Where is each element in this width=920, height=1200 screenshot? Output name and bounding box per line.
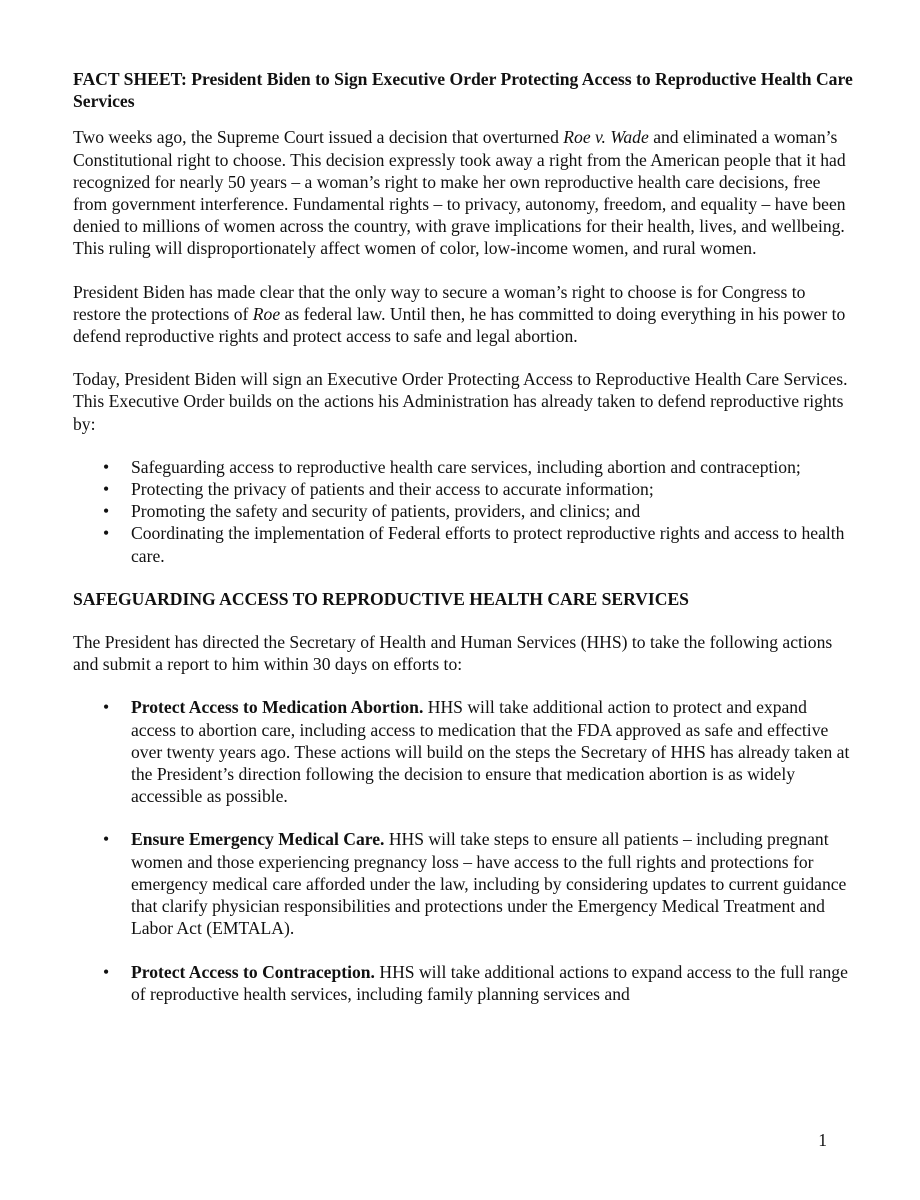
bullet-icon: • [103,829,110,850]
intro-text-before: Two weeks ago, the Supreme Court issued a decision that overturned [73,127,564,148]
bullet-icon: • [103,523,110,544]
list-item [73,456,853,478]
bullet-icon: • [103,961,110,982]
directive-heading: Protect Access to Contraception. [131,961,375,982]
bullet-icon: • [103,501,110,522]
directive-heading: Protect Access to Medication Abortion. [131,697,424,718]
case-name-roe: Roe [252,303,281,324]
bullet-icon: • [103,456,110,477]
bullet-icon: • [103,479,110,500]
section-heading: SAFEGUARDING ACCESS TO REPRODUCTIVE HEALTH CARE SERVICES [73,588,689,609]
president-text-before: President Biden has made clear that the only way to secure a woman’s right to choose is for Congress to restore the protections of [73,281,806,324]
list-item [73,478,853,500]
list-item-text: Coordinating the implementation of Federal efforts to protect reproductive rights and access to health care. [131,523,845,566]
directive-text: HHS will take additional actions to expand access to the full range of reproductive health services, including family planning services and [131,961,848,1004]
actions-list [73,456,853,567]
list-item-text: Promoting the safety and security of patients, providers, and clinics; and [131,501,641,522]
executive-order-paragraph: Today, President Biden will sign an Executive Order Protecting Access to Reproductive Health Care Services. This Executive Order builds on the actions his Administration has already taken to defend reproductive rights by: [73,369,848,434]
intro-paragraph [73,126,853,259]
document-title: FACT SHEET: President Biden to Sign Executive Order Protecting Access to Reproductive Health Care Services [73,69,853,112]
list-item [73,696,853,807]
list-item-text: Protecting the privacy of patients and their access to accurate information; [131,479,654,500]
bullet-icon: • [103,697,110,718]
directive-heading: Ensure Emergency Medical Care. [131,829,385,850]
president-paragraph [73,281,853,348]
directive-text: HHS will take additional action to protect and expand access to abortion care, including access to medication that the FDA approved as safe and effective over twenty years ago. These actions will build on the steps the Secretary of HHS has already taken at the President’s direction following the decision to ensure that medication abortion is as widely accessible as possible. [131,697,850,807]
list-item [73,828,853,939]
section-intro-paragraph: The President has directed the Secretary of Health and Human Services (HHS) to take the following actions and submit a report to him within 30 days on efforts to: [73,632,833,675]
document-page [73,68,853,1026]
intro-text-after: and eliminated a woman’s Constitutional right to choose. This decision expressly took away a right from the American people that it had recognized for nearly 50 years – a woman’s right to make her own reproductive health care decisions, free from government interference. Fundamental rights – to privacy, autonomy, freedom, and equality – have been denied to millions of women across the country, with grave implications for their health, lives, and wellbeing. This ruling will disproportionately affect women of color, low-income women, and rural women. [73,127,846,259]
directives-list [73,696,853,1004]
list-item [73,522,853,566]
case-name-roe-v-wade: Roe v. Wade [563,127,649,148]
list-item [73,500,853,522]
list-item [73,961,853,1005]
president-text-after: as federal law. Until then, he has committed to doing everything in his power to defend reproductive rights and protect access to safe and legal abortion. [73,303,846,347]
page-number: 1 [818,1130,827,1150]
list-item-text: Safeguarding access to reproductive health care services, including abortion and contraception; [131,456,801,477]
directive-text: HHS will take steps to ensure all patients – including pregnant women and those experiencing pregnancy loss – have access to the full rights and protections for emergency medical care afforded under the law, including by considering updates to current guidance that clarify physician responsibilities and protections under the Emergency Medical Treatment and Labor Act (EMTALA). [131,829,847,939]
